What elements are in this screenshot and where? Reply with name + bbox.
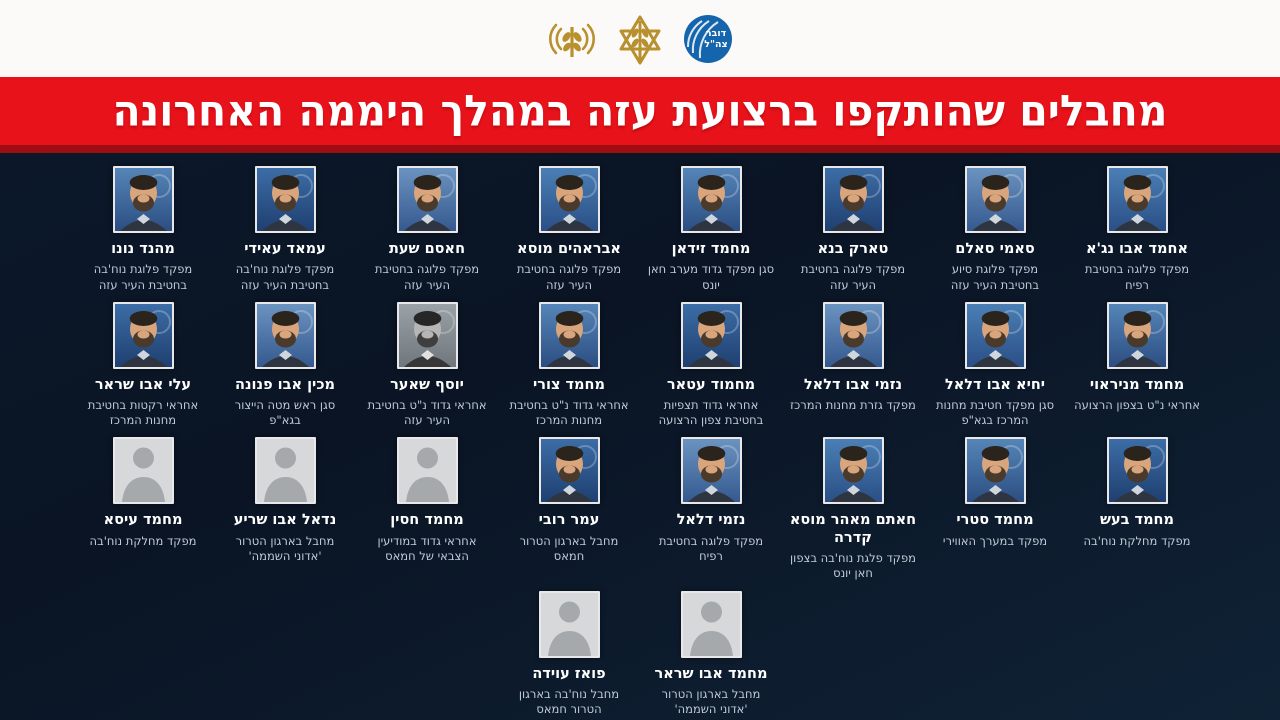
person-photo: [1107, 302, 1168, 369]
person-name: פואז עוידה: [532, 665, 606, 682]
people-row-1: [0, 166, 1280, 293]
person-role: אחראי גדוד נ"ט בחטיבת מחנות המרכז: [509, 398, 629, 428]
people-row-4: [0, 591, 1280, 718]
person-name: נדאל אבו שריע: [233, 512, 337, 529]
person-role: מפקד פלגת נוח'בה בצפון חאן יונס: [790, 551, 916, 581]
person-name: נזמי אבו דלאל: [803, 376, 903, 393]
person-card: [643, 437, 779, 581]
person-name: אחמד אבו נג'א: [1085, 241, 1189, 257]
person-card: [359, 166, 495, 293]
person-name: יחיא אבו דלאל: [944, 376, 1046, 393]
person-photo: [113, 302, 174, 369]
person-role: מפקד גזרת מחנות המרכז: [790, 398, 916, 413]
person-name: מחמד אבו שראר: [654, 665, 768, 682]
person-role: אחראי רקטות בחטיבת מחנות המרכז: [87, 398, 199, 428]
person-card: [359, 302, 495, 429]
person-card: [643, 591, 779, 718]
person-name: יוסף שאער: [390, 376, 464, 393]
person-card: [217, 166, 353, 293]
person-name: סאמי סאלם: [955, 241, 1035, 257]
army-radio-logo-icon: [546, 13, 598, 65]
person-photo: [823, 166, 884, 233]
person-card: [501, 591, 637, 718]
person-name: עמאד עאידי: [244, 241, 326, 257]
person-role: אחראי גדוד נ"ט בחטיבת העיר עזה: [367, 398, 487, 428]
person-role: מחבל נוח'בה בארגון הטרור חמאס: [518, 686, 620, 717]
person-card: [501, 302, 637, 429]
person-name: מחמד עיסא: [103, 512, 183, 529]
person-photo: [397, 166, 458, 233]
placeholder-silhouette-photo: [113, 437, 174, 504]
person-name: עמר רובי: [538, 512, 600, 529]
person-card: [643, 302, 779, 429]
person-card: [643, 166, 779, 293]
person-card: [1069, 437, 1205, 581]
person-name: חאסם שעת: [388, 241, 466, 257]
person-role: מפקד פלוגת סיוע בחטיבת העיר עזה: [950, 262, 1040, 292]
person-name: מחמד סטרי: [956, 512, 1034, 529]
person-role: מפקד פלוגה בחטיבת רפיח: [658, 533, 764, 564]
person-role: מפקד פלוגה בחטיבת העיר עזה: [374, 262, 480, 292]
person-card: [785, 166, 921, 293]
person-photo: [539, 302, 600, 369]
person-role: סגן ראש מטה הייצור בגא"פ: [234, 398, 336, 428]
spokesperson-logo-text: דובר: [705, 27, 727, 39]
svg-text:צה"ל: צה"ל: [704, 38, 728, 50]
placeholder-silhouette-photo: [255, 437, 316, 504]
person-name: מחמד מניראוי: [1089, 376, 1185, 393]
person-name: מחמד חסין: [390, 512, 464, 529]
person-card: [75, 437, 211, 581]
person-role: מפקד מחלקת נוח'בה: [89, 533, 197, 548]
person-role: סגן מפקד חטיבת מחנות המרכז בגא"פ: [935, 398, 1055, 428]
person-card: [927, 437, 1063, 581]
person-card: [501, 437, 637, 581]
person-card: [501, 166, 637, 293]
people-row-3: [0, 437, 1280, 581]
person-photo: [255, 302, 316, 369]
person-role: מחבל בארגון הטרור 'אדוני השממה': [661, 686, 761, 717]
person-role: מפקד פלוגה בחטיבת העיר עזה: [516, 262, 622, 292]
people-grid: [0, 153, 1280, 717]
person-photo: [1107, 166, 1168, 233]
person-photo: [965, 302, 1026, 369]
placeholder-silhouette-photo: [539, 591, 600, 658]
person-role: מחבל בארגון הטרור 'אדוני השממה': [235, 533, 335, 564]
person-name: אבראהים מוסא: [517, 241, 621, 257]
person-role: מפקד מחלקת נוח'בה: [1083, 533, 1191, 548]
person-card: [217, 437, 353, 581]
page-title: מחבלים שהותקפו ברצועת עזה במהלך היממה האחרונה: [112, 85, 1168, 137]
person-photo: [255, 166, 316, 233]
person-photo: [823, 302, 884, 369]
person-card: [75, 166, 211, 293]
person-photo: [965, 437, 1026, 504]
idf-emblem-icon: [612, 11, 668, 67]
person-name: מחמד זידאן: [671, 241, 751, 257]
person-card: [217, 302, 353, 429]
person-role: אחראי נ"ט בצפון הרצועה: [1074, 398, 1200, 413]
person-photo: [113, 166, 174, 233]
person-role: אחראי גדוד תצפיות בחטיבת צפון הרצועה: [658, 398, 764, 428]
person-photo: [681, 166, 742, 233]
person-photo: [823, 437, 884, 504]
person-photo: [1107, 437, 1168, 504]
placeholder-silhouette-photo: [681, 591, 742, 658]
person-card: [785, 302, 921, 429]
person-photo: [539, 437, 600, 504]
person-name: מחמד צורי: [533, 376, 605, 393]
person-name: טארק בנא: [817, 241, 889, 257]
person-role: סגן מפקד גדוד מערב חאן יונס: [647, 262, 775, 292]
person-card: [1069, 166, 1205, 293]
person-name: עלי אבו שראר: [94, 376, 192, 393]
logo-band: [0, 0, 1280, 77]
person-role: מחבל בארגון הטרור חמאס: [519, 533, 619, 564]
person-card: [359, 437, 495, 581]
person-role: מפקד פלוגת נוח'בה בחטיבת העיר עזה: [93, 262, 193, 292]
person-role: אחראי גדוד במודיעין הצבאי של חמאס: [377, 533, 477, 564]
person-photo: [681, 437, 742, 504]
title-banner: [0, 77, 1280, 153]
person-name: חאתם מאהר מוסא קדרה: [789, 512, 917, 546]
person-role: מפקד פלוגה בחטיבת רפיח: [1084, 262, 1190, 292]
person-name: מחמד בעש: [1100, 512, 1175, 529]
person-name: מכין אבו פנונה: [234, 376, 336, 393]
person-photo: [539, 166, 600, 233]
placeholder-silhouette-photo: [397, 437, 458, 504]
person-photo: [681, 302, 742, 369]
person-card: [785, 437, 921, 581]
person-card: [927, 302, 1063, 429]
person-role: מפקד במערך האווירי: [942, 533, 1048, 548]
person-card: [927, 166, 1063, 293]
person-role: מפקד פלוגה בחטיבת העיר עזה: [800, 262, 906, 292]
person-name: מחמוד עטאר: [666, 376, 756, 393]
person-role: מפקד פלוגת נוח'בה בחטיבת העיר עזה: [235, 262, 335, 292]
person-card: [1069, 302, 1205, 429]
person-name: מהנד נונו: [111, 241, 175, 257]
person-name: נזמי דלאל: [676, 512, 746, 529]
idf-spokesperson-logo-icon: [682, 13, 734, 65]
person-card: [75, 302, 211, 429]
person-photo: [397, 302, 458, 369]
person-photo: [965, 166, 1026, 233]
people-row-2: [0, 302, 1280, 429]
